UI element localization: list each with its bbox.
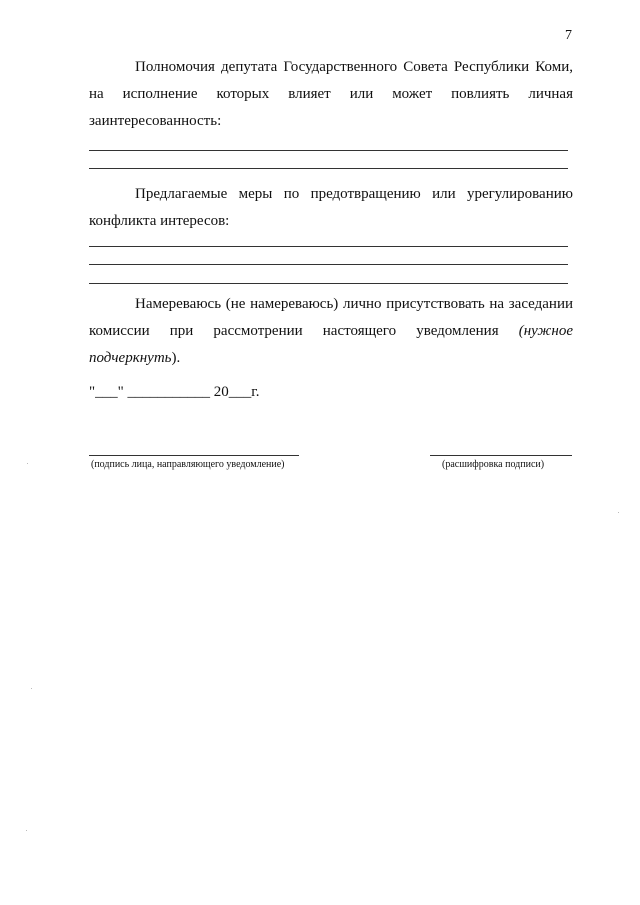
section3-line1: Намереваюсь (не намереваюсь) лично присутствовать на заседании [135, 296, 573, 312]
word: или [349, 86, 374, 102]
date-line: "___" ___________ 20___г. [89, 384, 260, 400]
section2-line1 [89, 181, 573, 208]
word: при [169, 323, 194, 339]
section3-line3 [89, 345, 573, 372]
fill-line [89, 246, 568, 247]
page-number: 7 [565, 28, 572, 43]
scan-speck [618, 512, 619, 513]
word: рассмотрении [213, 323, 303, 339]
word: повлиять [451, 86, 510, 102]
word: может [392, 86, 433, 102]
word: меры [238, 186, 273, 202]
word: комиссии [89, 323, 150, 339]
section1-line1: Полномочия депутата Государственного Совета Республики Коми, [135, 59, 573, 75]
fill-line [89, 283, 568, 284]
signature-caption: (подпись лица, направляющего уведомление) [91, 459, 285, 470]
word: личная [528, 86, 573, 102]
word: или [432, 186, 456, 202]
scan-speck [26, 830, 27, 831]
fill-line [89, 264, 568, 265]
word-italic: (нужное [518, 323, 573, 339]
word: влияет [288, 86, 331, 102]
name-line [430, 455, 572, 456]
section3-line2 [89, 318, 573, 345]
word: Предлагаемые [135, 186, 228, 202]
word: предотвращению [310, 186, 421, 202]
line-tail: ). [171, 350, 181, 366]
word: настоящего [322, 323, 397, 339]
name-caption: (расшифровка подписи) [442, 459, 545, 470]
word: уведомления [416, 323, 499, 339]
signature-line [89, 455, 299, 456]
underline-hint: подчеркнуть [89, 350, 172, 366]
scan-speck [27, 463, 28, 464]
fill-line [89, 168, 568, 169]
word: на [89, 86, 104, 102]
word: урегулированию [466, 186, 573, 202]
word: исполнение [122, 86, 198, 102]
section2-line2: конфликта интересов: [89, 213, 230, 229]
word: которых [216, 86, 270, 102]
section1-line2 [89, 81, 573, 108]
section1-line3: заинтересованность: [89, 113, 222, 129]
fill-line [89, 150, 568, 151]
word: по [283, 186, 300, 202]
scan-speck [31, 688, 32, 689]
